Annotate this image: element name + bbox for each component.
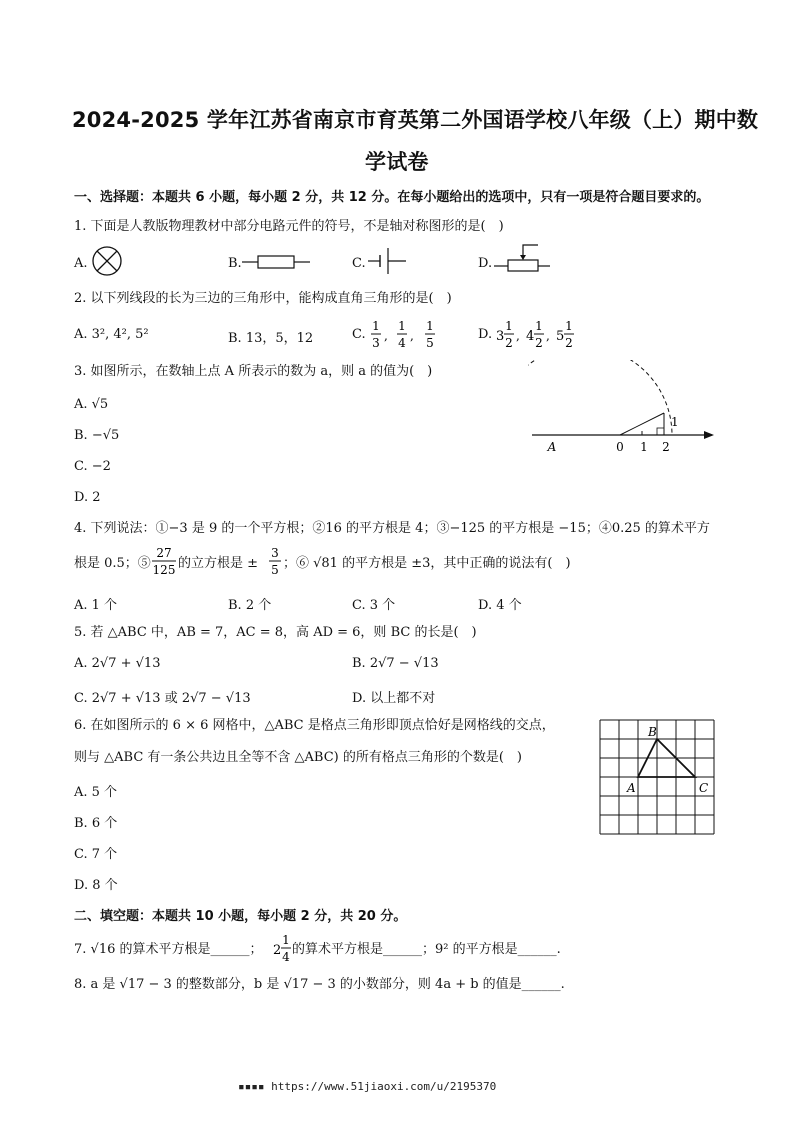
- frac-num: 1: [535, 319, 543, 333]
- lamp-symbol-icon: [90, 244, 124, 278]
- comma: ,: [384, 329, 388, 343]
- q2-option-a: A. 3², 4², 5²: [74, 327, 149, 342]
- question-7-part1: 7. √16 的算术平方根是______；: [74, 942, 263, 957]
- frac-den: 5: [426, 336, 434, 350]
- comma: ,: [516, 329, 520, 343]
- q2-option-c-fractions: [370, 316, 450, 354]
- tick-label-0: 0: [616, 440, 624, 454]
- q4-option-a: A. 1 个: [74, 598, 118, 613]
- frac-num: 1: [505, 319, 513, 333]
- question-6-stem-line1: 6. 在如图所示的 6 × 6 网格中，△ABC 是格点三角形即顶点恰好是网格线的交点，: [74, 718, 555, 733]
- footer-watermark-link[interactable]: ▪▪▪▪ https://www.51jiaoxi.com/u/2195370: [238, 1080, 497, 1093]
- frac-den: 4: [282, 950, 290, 964]
- point-a-label: A: [547, 440, 557, 454]
- q2-option-d-label: D.: [478, 327, 493, 342]
- q4-option-c: C. 3 个: [352, 598, 396, 613]
- q3-option-b: B. −√5: [74, 428, 120, 443]
- frac-num: 1: [398, 319, 406, 333]
- vertex-c-label: C: [699, 781, 709, 795]
- section-heading-choice: 一、选择题：本题共 6 小题，每小题 2 分，共 12 分。在每小题给出的选项中，只有一项是符合题目要求的。: [74, 190, 710, 205]
- q6-option-a: A. 5 个: [74, 785, 118, 800]
- leg-length-label: 1: [671, 415, 679, 429]
- vertex-b-label: B: [648, 725, 657, 739]
- q6-option-c: C. 7 个: [74, 847, 118, 862]
- rheostat-symbol-icon: [494, 242, 550, 276]
- frac-den: 3: [372, 336, 380, 350]
- mixed-int: 5: [556, 329, 565, 344]
- question-4-stem-line2a: 根是 0.5；⑤: [74, 556, 151, 571]
- section-heading-fill-in: 二、填空题：本题共 10 小题，每小题 2 分，共 20 分。: [74, 909, 407, 924]
- q5-option-c: C. 2√7 + √13 或 2√7 − √13: [74, 691, 251, 706]
- q1-option-b-label: B.: [228, 256, 242, 271]
- question-6-stem-line2: 则与 △ABC 有一条公共边且全等不含 △ABC) 的所有格点三角形的个数是( ): [74, 750, 522, 765]
- q6-option-d: D. 8 个: [74, 878, 118, 893]
- q1-option-c-label: C.: [352, 256, 366, 271]
- battery-symbol-icon: [368, 246, 406, 276]
- question-7-part2: 的算术平方根是______；9² 的平方根是______.: [292, 942, 561, 957]
- resistor-symbol-icon: [242, 252, 310, 272]
- q5-option-a: A. 2√7 + √13: [74, 656, 161, 671]
- question-3-stem: 3. 如图所示，在数轴上点 A 所表示的数为 a，则 a 的值为( ): [74, 364, 433, 379]
- q4-option-d: D. 4 个: [478, 598, 522, 613]
- q2-option-d-mixed-numbers: [494, 316, 594, 354]
- frac-num: 3: [271, 546, 279, 560]
- grid-6x6-figure: [598, 718, 720, 840]
- q2-option-c-label: C.: [352, 327, 366, 342]
- right-angle-mark: [657, 428, 664, 435]
- vertex-a-label: A: [627, 781, 636, 795]
- page-title: 2024-2025 学年江苏省南京市育英第二外国语学校八年级（上）期中数: [72, 108, 759, 132]
- q2-option-b: B. 13，5，12: [228, 331, 314, 346]
- tick-label-1: 1: [640, 440, 648, 454]
- frac-num: 1: [426, 319, 434, 333]
- frac-den: 2: [505, 336, 513, 350]
- q5-option-b: B. 2√7 − √13: [352, 656, 439, 671]
- frac-den: 5: [271, 563, 279, 577]
- question-2-stem: 2. 以下列线段的长为三边的三角形中，能构成直角三角形的是( ): [74, 291, 452, 306]
- frac-num: 1: [565, 319, 573, 333]
- frac-num: 1: [282, 933, 290, 947]
- q5-option-d: D. 以上都不对: [352, 691, 436, 706]
- frac-num: 1: [372, 319, 380, 333]
- comma: ,: [410, 329, 414, 343]
- frac-den: 2: [535, 336, 543, 350]
- q4-fraction-27-125: [150, 544, 178, 582]
- q1-option-d-label: D.: [478, 256, 493, 271]
- q3-option-a: A. √5: [74, 397, 109, 412]
- mixed-int: 3: [496, 329, 505, 344]
- frac-den: 4: [398, 336, 406, 350]
- q6-option-b: B. 6 个: [74, 816, 118, 831]
- number-line-figure: [528, 360, 722, 460]
- question-5-stem: 5. 若 △ABC 中，AB = 7，AC = 8，高 AD = 6，则 BC 的长是( ): [74, 625, 477, 640]
- q3-option-d: D. 2: [74, 490, 101, 505]
- page-title-continued: 学试卷: [365, 150, 429, 174]
- axis-arrow-icon: [704, 431, 714, 439]
- question-1-stem: 1. 下面是人教版物理教材中部分电路元件的符号，不是轴对称图形的是( ): [74, 219, 504, 234]
- q4-option-b: B. 2 个: [228, 598, 272, 613]
- comma: ,: [546, 329, 550, 343]
- question-4-stem-line2c: ；⑥ √81 的平方根是 ±3，其中正确的说法有( ): [283, 556, 571, 571]
- question-8-stem: 8. a 是 √17 − 3 的整数部分，b 是 √17 − 3 的小数部分，则 4a + b 的值是______.: [74, 977, 565, 992]
- q3-option-c: C. −2: [74, 459, 111, 474]
- q7-mixed-number: [272, 930, 292, 968]
- question-4-stem-line2b: 的立方根是 ±: [178, 556, 259, 571]
- dashed-arc: [528, 360, 672, 435]
- q4-fraction-3-5: [268, 544, 282, 582]
- frac-den: 2: [565, 336, 573, 350]
- q1-option-a-label: A.: [74, 256, 88, 271]
- tick-label-2: 2: [662, 440, 670, 454]
- frac-num: 27: [156, 546, 172, 560]
- frac-den: 125: [152, 563, 176, 577]
- question-4-stem-line1: 4. 下列说法：①−3 是 9 的一个平方根；②16 的平方根是 4；③−125 的平方根是 −15；④0.25 的算术平方: [74, 521, 710, 536]
- mixed-int: 2: [273, 943, 282, 958]
- mixed-int: 4: [526, 329, 535, 344]
